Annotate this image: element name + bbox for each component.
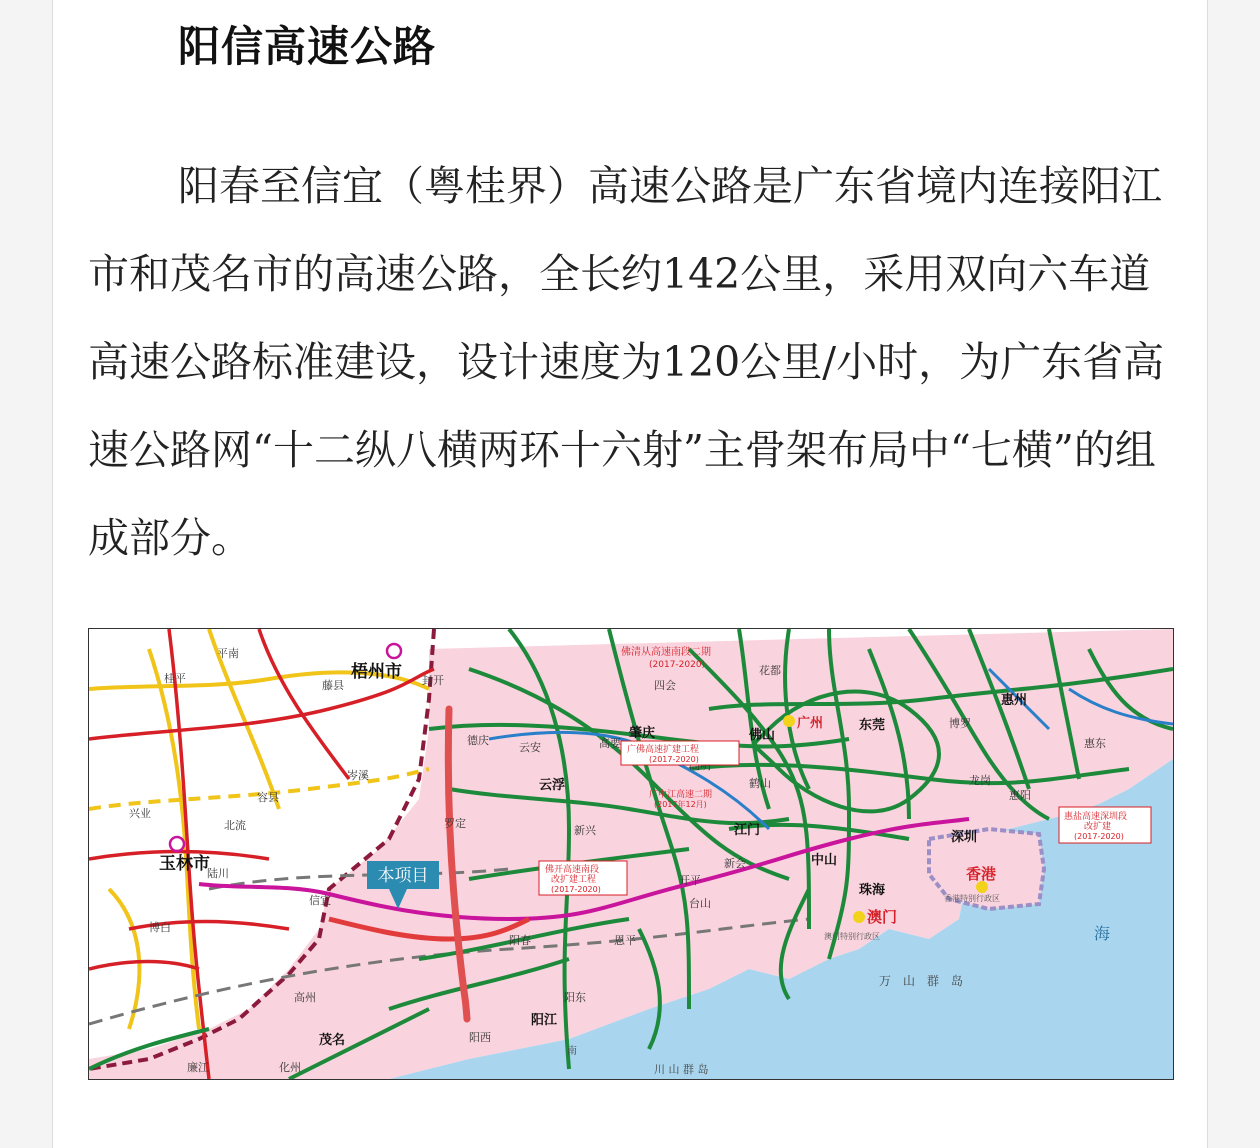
town-fengkai: 封开 — [422, 674, 444, 687]
town-huazhou: 化州 — [279, 1061, 301, 1074]
paragraph-text: 阳春至信宜（粤桂界）高速公路是广东省境内连接阳江市和茂名市的高速公路，全长约142公里，采用双向六车道高速公路标准建设，设计速度为120公里/小时，为广东省高速公路网“十二纵八横两环十六射”主骨架布局中“七横”的组成部分。 — [88, 162, 1165, 562]
note-north-year: (2017-2020) — [649, 660, 706, 670]
town-luoding: 罗定 — [444, 817, 466, 830]
label-dongguan: 东莞 — [859, 718, 886, 733]
town-yangdong: 阳东 — [564, 991, 586, 1004]
town-xingye: 兴业 — [129, 807, 151, 820]
town-taishan: 台山 — [689, 897, 711, 910]
town-enping: 恩平 — [614, 934, 636, 947]
town-kaiping: 开平 — [679, 874, 701, 887]
note-huiyan: 惠盐高速深圳段 — [1064, 812, 1128, 822]
label-foshan: 佛山 — [749, 728, 776, 743]
macau-marker — [853, 911, 865, 923]
label-zhongshan: 中山 — [811, 853, 838, 868]
highway-map — [88, 628, 1174, 1080]
label-yangjiang: 阳江 — [531, 1013, 558, 1028]
right-margin — [1207, 0, 1260, 1148]
town-yun_an: 云安 — [519, 741, 541, 754]
label-xianggang: 香港 — [966, 865, 997, 883]
label-yunfu: 云浮 — [539, 778, 566, 793]
town-guiping: 桂平 — [164, 672, 186, 685]
town-boluo: 博罗 — [949, 717, 971, 730]
town-huiyang: 惠阳 — [1009, 789, 1031, 802]
label-huizhou: 惠州 — [1001, 693, 1028, 708]
town-rongxian: 容县 — [257, 791, 279, 804]
sea-wanshan: 万 山 群 岛 — [879, 974, 964, 988]
yulin-marker — [170, 837, 184, 851]
sea-hai: 海 — [1094, 924, 1111, 943]
note-fokai: 佛开高速南段 — [545, 865, 600, 875]
map-svg — [89, 629, 1173, 1079]
guangzhou-marker — [783, 715, 795, 727]
note-fokai-2: 改扩建工程 — [551, 875, 597, 885]
note-fokai-year: (2017-2020) — [551, 885, 601, 894]
town-pingnan: 平南 — [217, 647, 239, 660]
town-beiliu: 北流 — [224, 819, 246, 832]
label-shenzhen: 深圳 — [951, 830, 978, 845]
town-sihui: 四会 — [654, 679, 676, 692]
label-aomen: 澳门 — [867, 908, 898, 926]
macau-sar-label: 澳门特别行政区 — [824, 932, 880, 941]
label-maoming: 茂名 — [319, 1033, 346, 1048]
sea-chuanshan: 川 山 群 岛 — [654, 1063, 709, 1076]
town-deqing: 德庆 — [467, 734, 489, 747]
sea-nanpeng: 南 — [567, 1046, 577, 1057]
note-guangfo-year: (2017-2020) — [649, 755, 699, 764]
left-margin — [0, 0, 53, 1148]
article-paragraph — [88, 142, 1178, 582]
note-huiyan-2: 改扩建 — [1084, 822, 1112, 832]
label-jiangmen: 江门 — [734, 823, 761, 838]
note-jiangzhu: 广中江高速二期 — [649, 790, 713, 800]
town-huidong: 惠东 — [1084, 737, 1106, 750]
town-yangxi: 阳西 — [469, 1031, 491, 1044]
label-wuzhou: 梧州市 — [351, 662, 402, 682]
town-xinyi: 信宜 — [309, 894, 331, 907]
town-lianjiang: 廉江 — [187, 1061, 209, 1074]
note-jiangzhu-year: (2017年12月) — [654, 800, 707, 809]
town-luchuan: 陆川 — [207, 867, 229, 880]
note-huiyan-year: (2017-2020) — [1074, 832, 1124, 841]
note-guangfo: 广佛高速扩建工程 — [627, 745, 700, 755]
project-label: 本项目 — [377, 866, 429, 886]
town-longgang: 龙岗 — [969, 774, 991, 787]
town-tengxian: 藤县 — [322, 679, 344, 692]
town-gaoyao: 高要 — [599, 737, 621, 750]
town-xinxing: 新兴 — [574, 824, 596, 837]
label-zhuhai: 珠海 — [859, 883, 886, 898]
town-yangchun: 阳春 — [509, 934, 531, 947]
label-yulin: 玉林市 — [159, 854, 210, 874]
town-gaozhou: 高州 — [294, 991, 316, 1004]
town-huadu: 花都 — [759, 664, 781, 677]
town-xinhui: 新会 — [724, 857, 746, 870]
label-guangzhou: 广州 — [797, 716, 824, 731]
town-heshan: 鹤山 — [749, 777, 771, 790]
wuzhou-marker — [387, 644, 401, 658]
town-bobai: 博白 — [149, 921, 171, 934]
town-cenxi: 岑溪 — [347, 769, 369, 782]
article-title: 阳信高速公路 — [178, 22, 437, 71]
note-north: 佛清从高速南段二期 — [621, 647, 711, 658]
label-zhaoqing: 肇庆 — [629, 726, 656, 741]
hk-sar-label: 香港特别行政区 — [944, 894, 1000, 903]
